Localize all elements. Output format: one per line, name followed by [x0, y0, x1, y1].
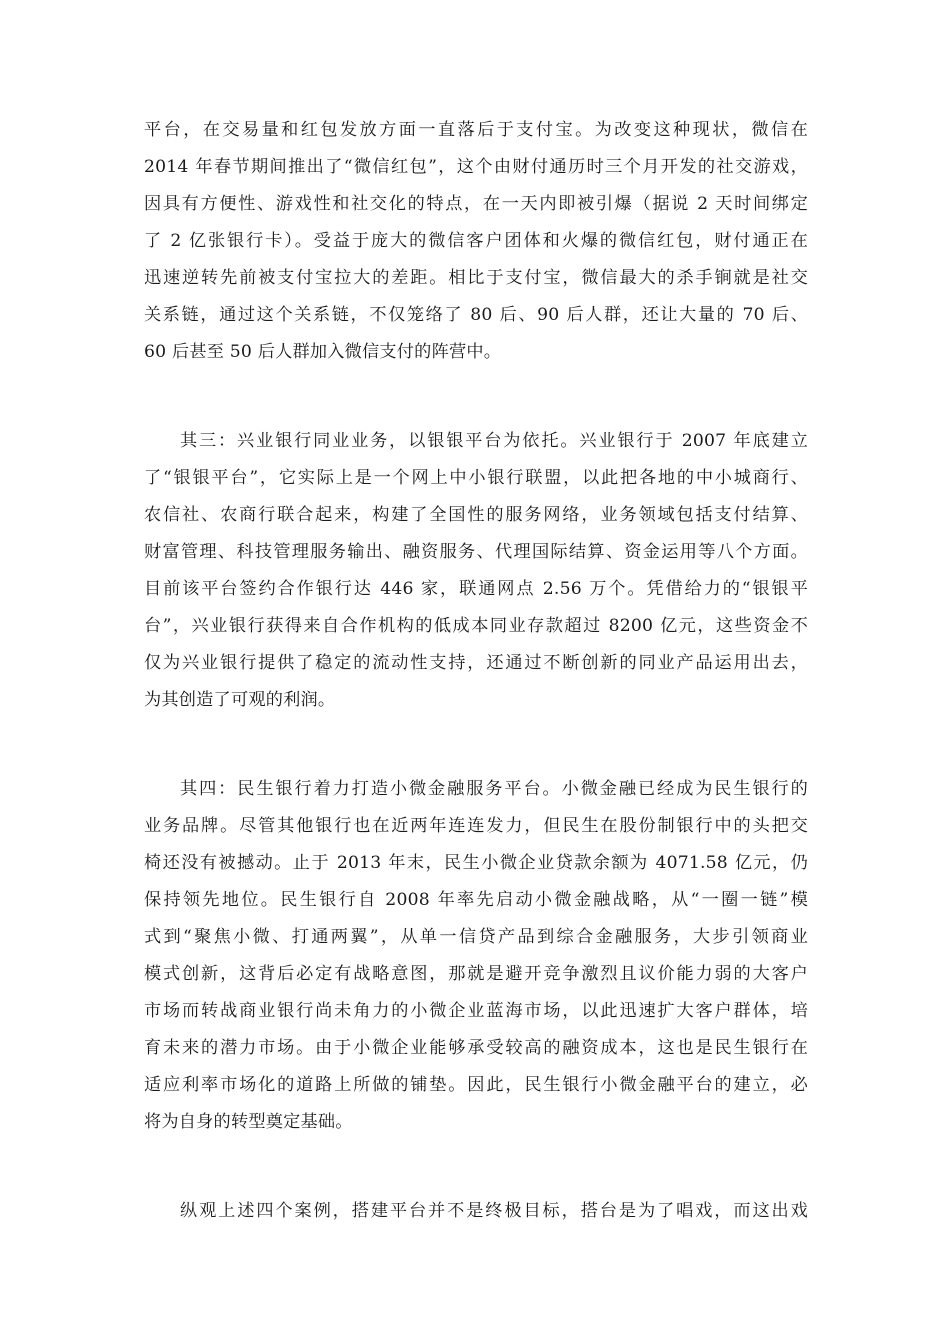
- paragraph-industrial-bank: [144, 423, 808, 719]
- text-line: 适应利率市场化的道路上所做的铺垫。因此，民生银行小微金融平台的建立，必: [144, 1075, 808, 1095]
- text-line: 平台，在交易量和红包发放方面一直落后于支付宝。为改变这种现状，微信在: [144, 120, 808, 140]
- text-line: 其三：兴业银行同业业务，以银银平台为依托。兴业银行于 2007 年底建立: [180, 431, 808, 451]
- text-line: 因具有方便性、游戏性和社交化的特点，在一天内即被引爆（据说 2 天时间绑定: [144, 194, 808, 214]
- text-line: 式到“聚焦小微、打通两翼”，从单一信贷产品到综合金融服务，大步引领商业: [144, 927, 808, 947]
- text-line: 市场而转战商业银行尚未角力的小微企业蓝海市场，以此迅速扩大客户群体，培: [144, 1001, 808, 1021]
- text-line: 目前该平台签约合作银行达 446 家，联通网点 2.56 万个。凭借给力的“银银平: [144, 579, 808, 599]
- text-line: 2014 年春节期间推出了“微信红包”，这个由财付通历时三个月开发的社交游戏，: [144, 157, 808, 177]
- paragraph-gap: [144, 719, 808, 771]
- document-page: [144, 112, 808, 1230]
- text-line: 保持领先地位。民生银行自 2008 年率先启动小微金融战略，从“一圈一链”模: [144, 890, 808, 910]
- text-line: 迅速逆转先前被支付宝拉大的差距。相比于支付宝，微信最大的杀手锏就是社交: [144, 268, 808, 288]
- paragraph-wechat: [144, 112, 808, 371]
- paragraph-minsheng-bank: [144, 771, 808, 1141]
- text-line: 育未来的潜力市场。由于小微企业能够承受较高的融资成本，这也是民生银行在: [144, 1038, 808, 1058]
- text-line: 业务品牌。尽管其他银行也在近两年连连发力，但民生在股份制银行中的头把交: [144, 816, 808, 836]
- text-line: 60 后甚至 50 后人群加入微信支付的阵营中。: [144, 342, 502, 362]
- text-line: 了 2 亿张银行卡）。受益于庞大的微信客户团体和火爆的微信红包，财付通正在: [144, 231, 808, 251]
- text-line: 椅还没有被撼动。止于 2013 年末，民生小微企业贷款余额为 4071.58 亿元，仍: [144, 853, 808, 873]
- text-line: 关系链，通过这个关系链，不仅笼络了 80 后、90 后人群，还让大量的 70 后、: [144, 305, 808, 325]
- text-line: 了“银银平台”，它实际上是一个网上中小银行联盟，以此把各地的中小城商行、: [144, 468, 808, 488]
- paragraph-gap: [144, 371, 808, 423]
- text-line: 纵观上述四个案例，搭建平台并不是终极目标，搭台是为了唱戏，而这出戏: [180, 1201, 808, 1221]
- text-line: 模式创新，这背后必定有战略意图，那就是避开竞争激烈且议价能力弱的大客户: [144, 964, 808, 984]
- paragraph-conclusion: [144, 1193, 808, 1230]
- text-line: 台”，兴业银行获得来自合作机构的低成本同业存款超过 8200 亿元，这些资金不: [144, 616, 808, 636]
- text-line: 将为自身的转型奠定基础。: [144, 1112, 353, 1132]
- text-line: 财富管理、科技管理服务输出、融资服务、代理国际结算、资金运用等八个方面。: [144, 542, 808, 562]
- text-line: 农信社、农商行联合起来，构建了全国性的服务网络，业务领域包括支付结算、: [144, 505, 808, 525]
- text-line: 其四：民生银行着力打造小微金融服务平台。小微金融已经成为民生银行的: [180, 779, 808, 799]
- paragraph-gap: [144, 1141, 808, 1193]
- text-line: 为其创造了可观的利润。: [144, 690, 336, 710]
- text-line: 仅为兴业银行提供了稳定的流动性支持，还通过不断创新的同业产品运用出去，: [144, 653, 808, 673]
